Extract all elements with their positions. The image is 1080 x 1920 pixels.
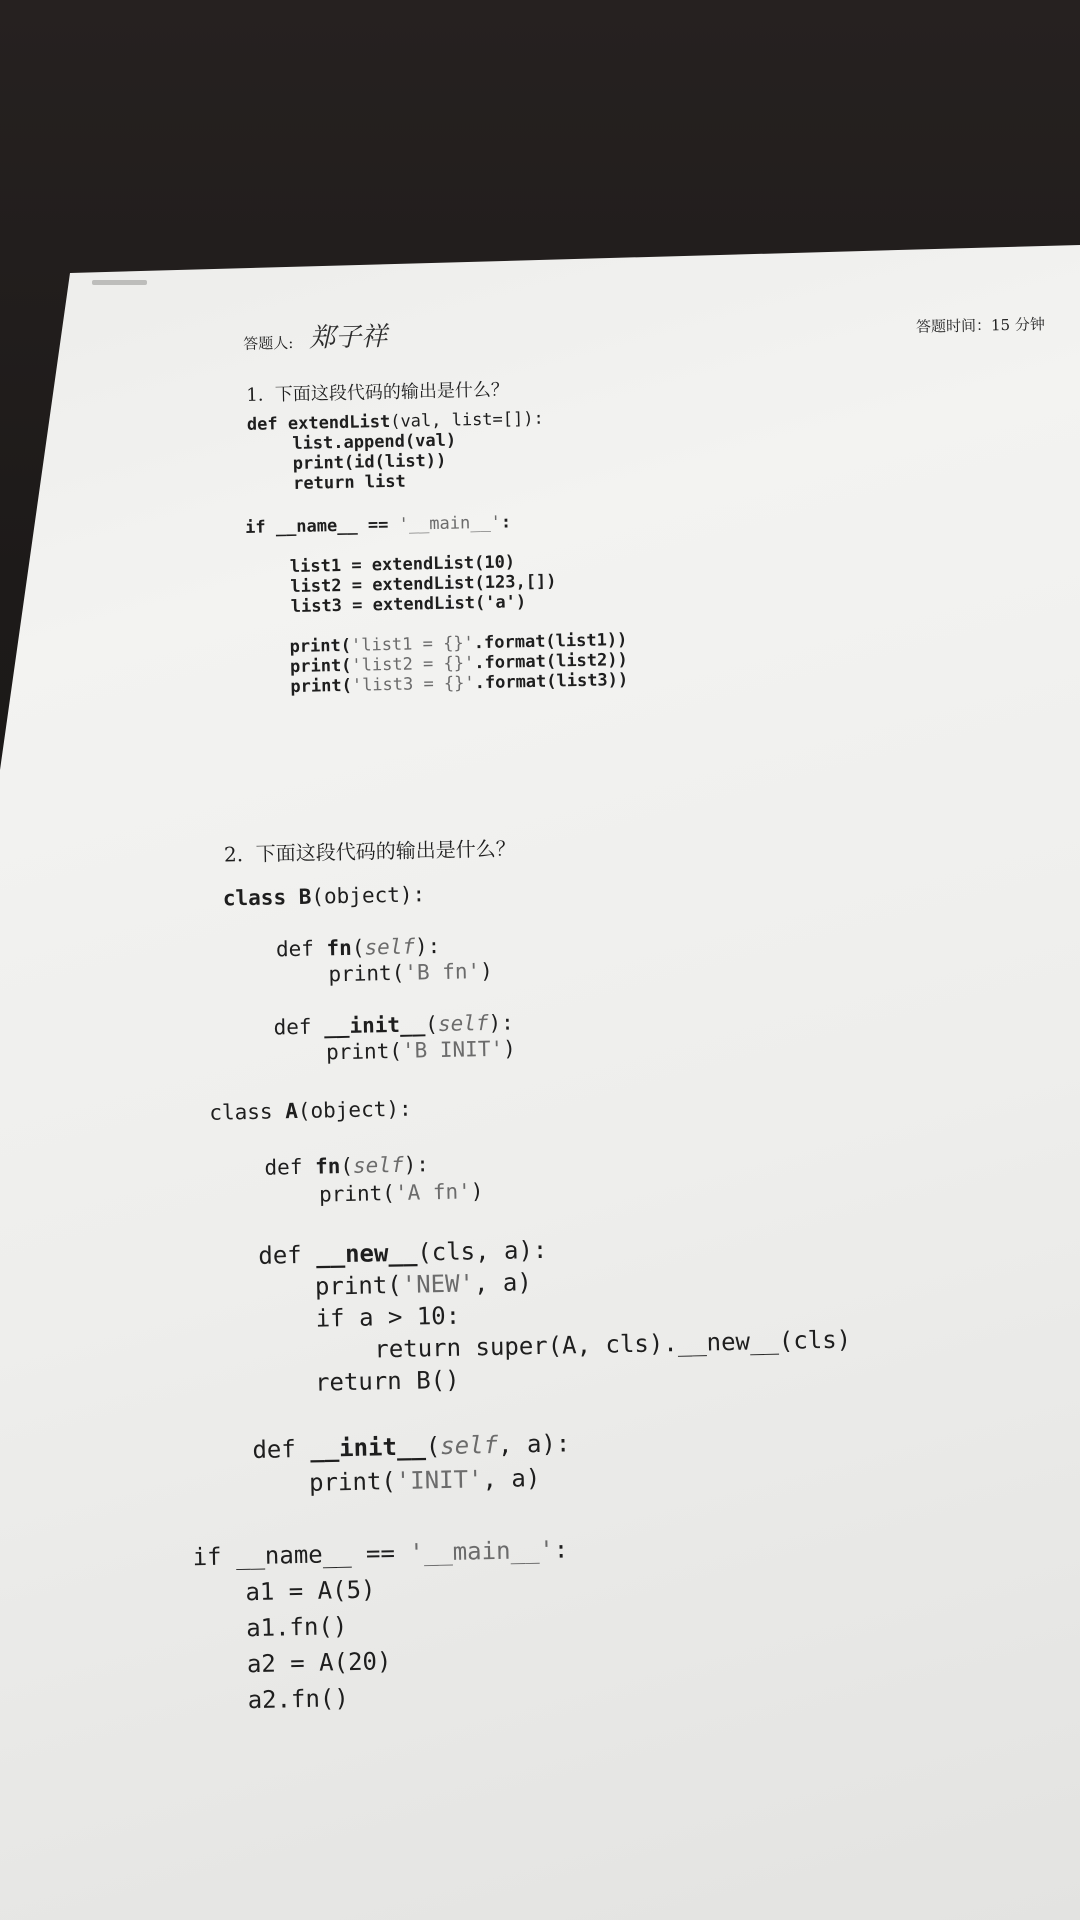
q2-a-init-def: def __init__(self, a): xyxy=(252,1429,571,1465)
q1-print-line: print('list3 = {}'.format(list3)) xyxy=(290,669,629,698)
q2-a-fn-def: def fn(self): xyxy=(264,1152,430,1180)
q2-b-fn-print: print('B fn') xyxy=(328,958,494,987)
q2-main-line: a1 = A(5) xyxy=(245,1575,376,1607)
q1-print-line: print('list2 = {}'.format(list2)) xyxy=(289,650,628,678)
params: (val, list=[]): xyxy=(390,408,544,432)
question-1-title: 1. 下面这段代码的输出是什么？ xyxy=(246,379,510,406)
q1-body-line: return list xyxy=(292,471,406,494)
class-name: B xyxy=(298,884,312,909)
q2-a-new-print: print('NEW', a) xyxy=(314,1268,533,1301)
answer-time-label: 答题时间：15 分钟 xyxy=(915,315,1046,336)
q2-a-new-return-super: return super(A, cls).__new__(cls) xyxy=(374,1325,852,1364)
q2-b-init-def: def __init__(self): xyxy=(273,1010,515,1040)
question-2-title: 2. 下面这段代码的输出是什么？ xyxy=(223,836,516,867)
q1-body-line: print(id(list)) xyxy=(292,450,447,474)
q1-assign-line: list3 = extendList('a') xyxy=(290,592,527,618)
q1-print-line: print('list1 = {}'.format(list1)) xyxy=(289,630,628,658)
q2-a-fn-print: print('A fn') xyxy=(318,1179,484,1207)
answerer-label: 答题人: xyxy=(243,333,294,353)
q2-b-init-print: print('B INIT') xyxy=(325,1036,516,1065)
q1-main-if: if __name__ == '__main__': xyxy=(244,512,512,538)
q1-assign-line: list2 = extendList(123,[]) xyxy=(290,571,557,598)
q2-main-line: a2.fn() xyxy=(247,1684,350,1715)
q2-a-new-def: def __new__(cls, a): xyxy=(258,1235,548,1270)
answerer-signature: 郑子祥 xyxy=(308,321,388,354)
q2-a-new-if: if a > 10: xyxy=(315,1301,461,1333)
q2-main-line: a2 = A(20) xyxy=(246,1647,392,1679)
q2-a-new-return-b: return B() xyxy=(314,1365,460,1397)
function-name: extendList xyxy=(287,411,391,435)
q1-body-line: list.append(val) xyxy=(292,430,457,454)
q2-class-b-line: class B(object): xyxy=(222,882,426,911)
class-name: A xyxy=(284,1099,299,1124)
q2-b-fn-def: def fn(self): xyxy=(275,933,441,962)
q2-main-if: if __name__ == '__main__': xyxy=(192,1535,569,1572)
q2-a-init-print: print('INIT', a) xyxy=(308,1464,541,1497)
q1-assign-line: list1 = extendList(10) xyxy=(289,552,516,578)
q2-main-line: a1.fn() xyxy=(245,1612,348,1643)
q2-class-a-line: class A(object): xyxy=(209,1096,412,1125)
keyword: def xyxy=(246,414,289,435)
